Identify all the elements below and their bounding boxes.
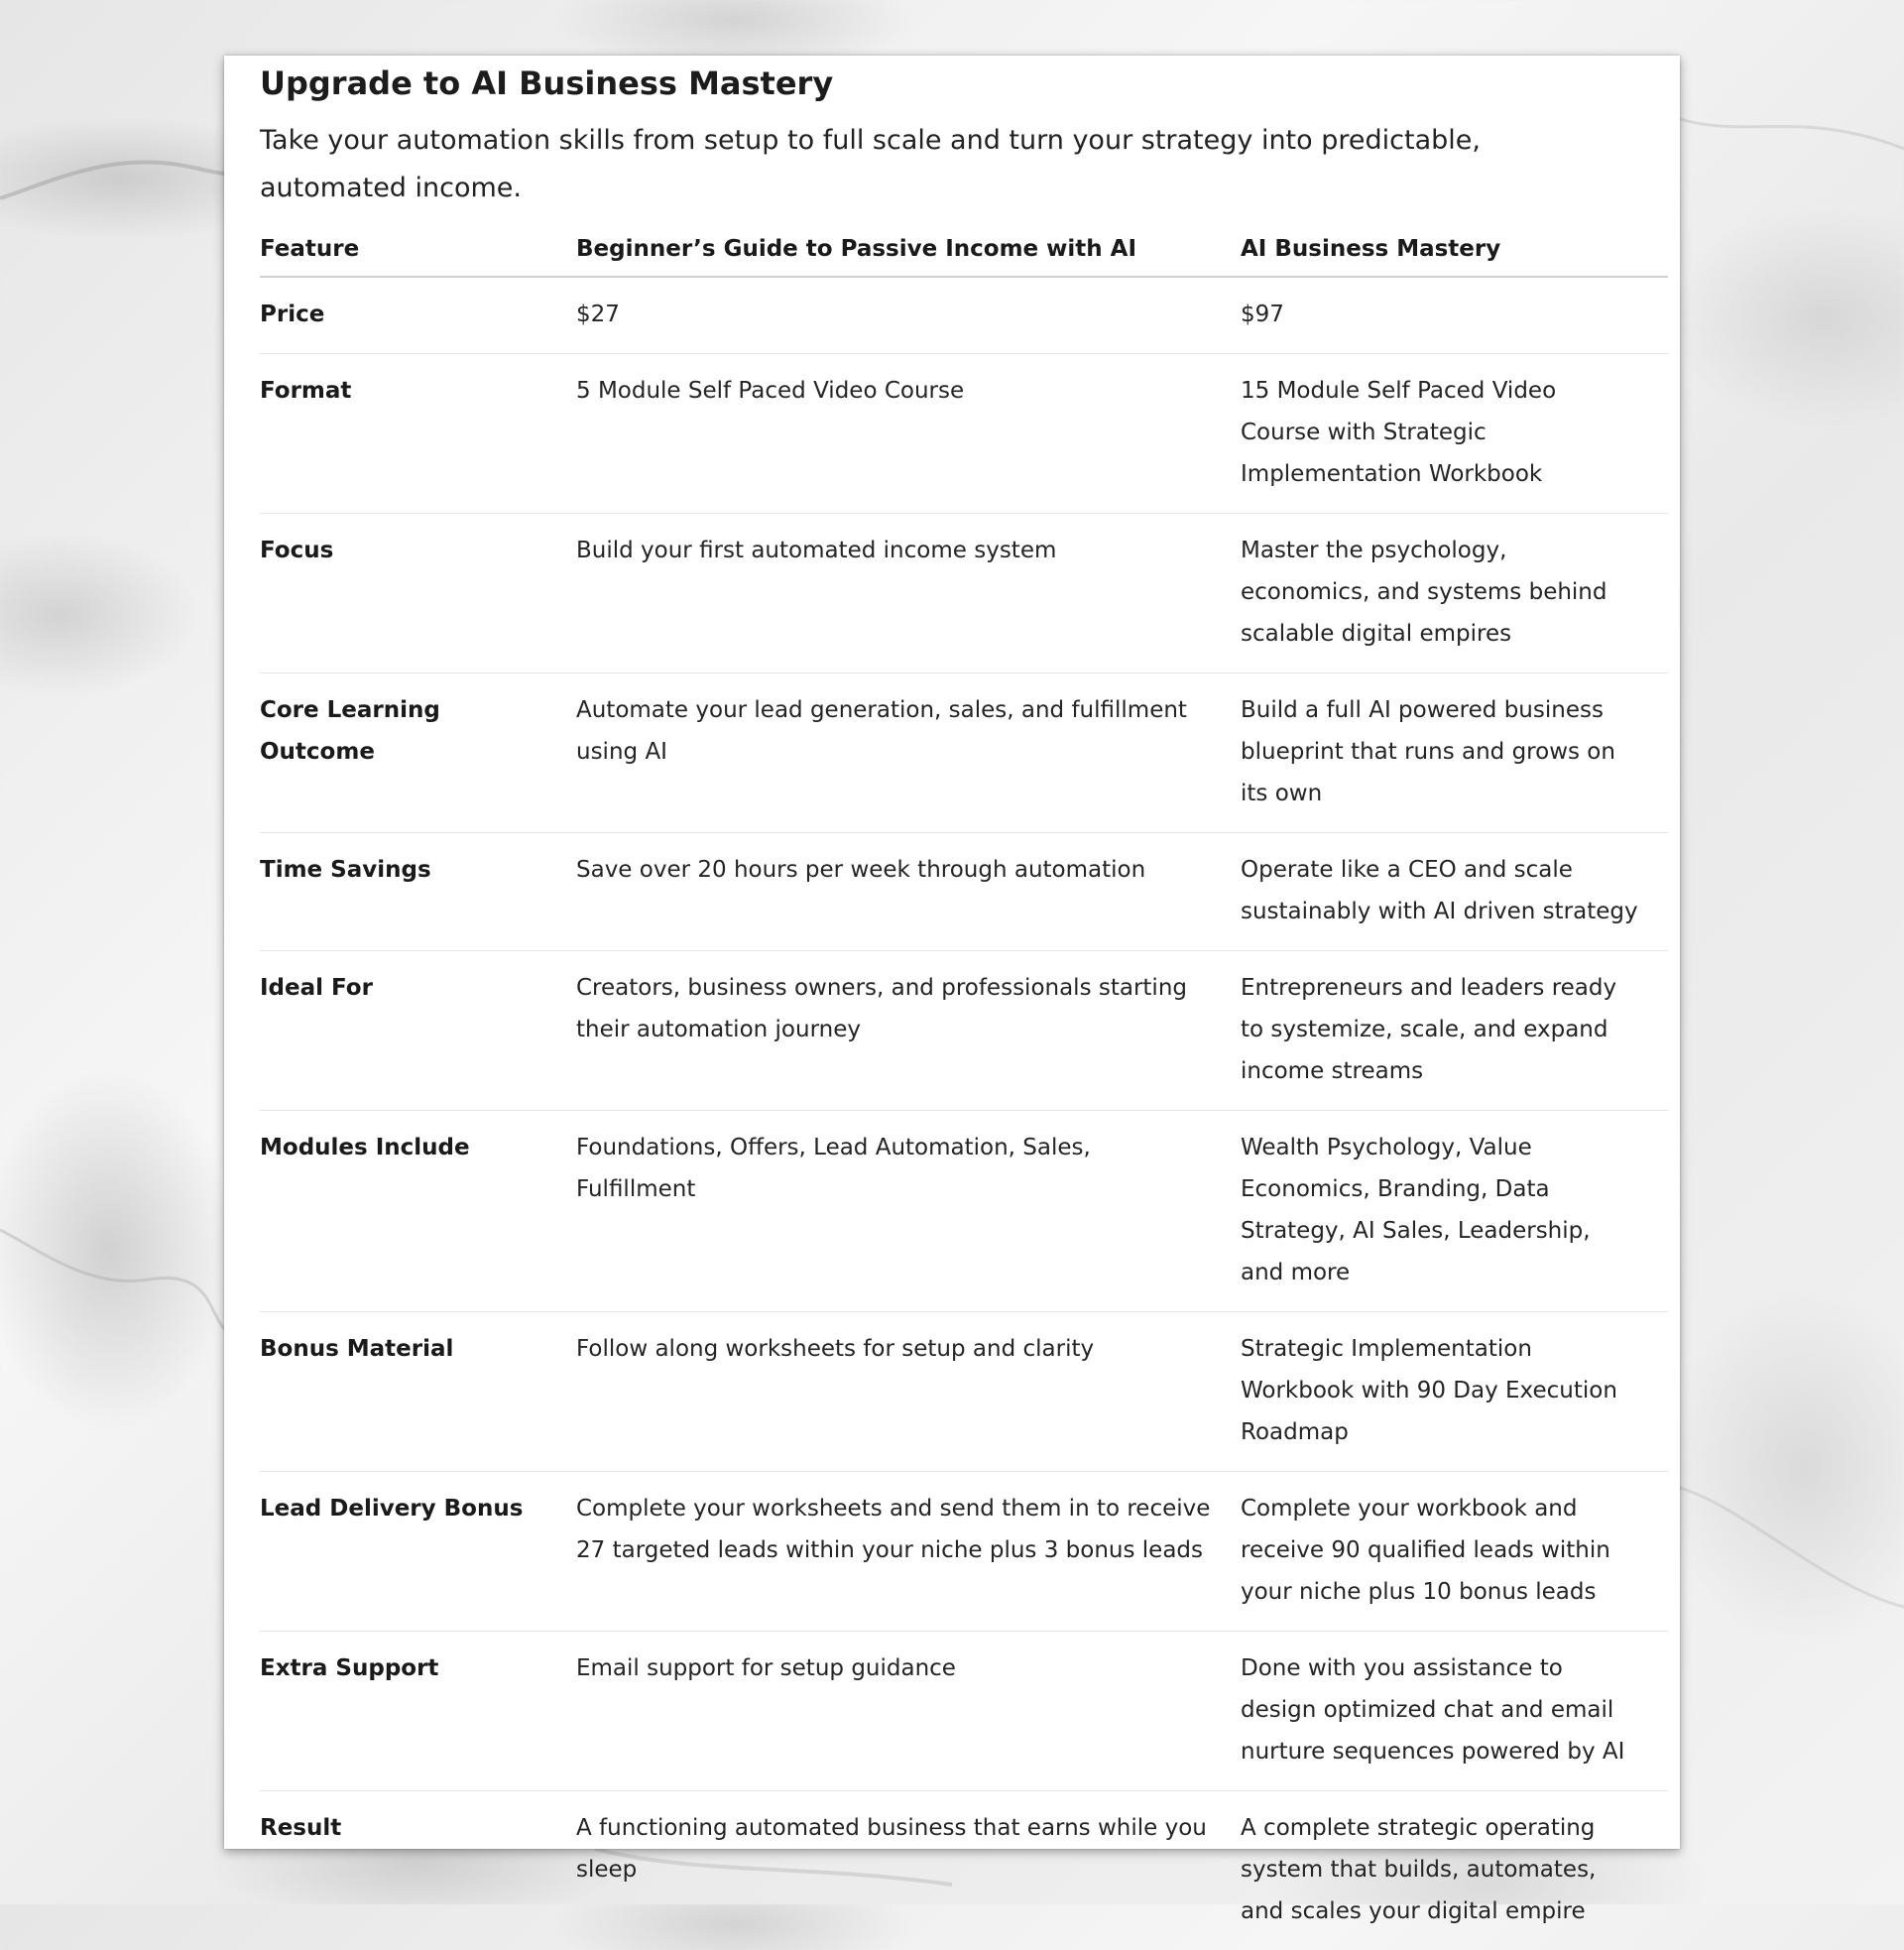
row-feature-label: Ideal For [260,950,576,1110]
row-beginner-cell: $27 [576,277,1241,354]
table-row [260,672,1668,832]
row-feature-label: Format [260,353,576,513]
row-beginner-cell: Follow along worksheets for setup and clarity [576,1311,1241,1471]
row-mastery-cell: Entrepreneurs and leaders ready to systemize, scale, and expand income streams [1241,950,1668,1110]
row-feature-label: Time Savings [260,832,576,950]
row-feature-label: Modules Include [260,1110,576,1311]
row-mastery-cell: 15 Module Self Paced Video Course with Strategic Implementation Workbook [1241,353,1668,513]
page-subtitle: Take your automation skills from setup to full scale and turn your strategy into predictable, automated income. [260,124,1481,203]
row-beginner-cell: Creators, business owners, and professionals starting their automation journey [576,950,1241,1110]
row-mastery-cell: Operate like a CEO and scale sustainably with AI driven strategy [1241,832,1668,950]
table-row [260,832,1668,950]
row-beginner-cell: A functioning automated business that earns while you sleep [576,1814,1207,1883]
row-feature-label: Price [260,277,576,354]
row-mastery-cell: Wealth Psychology, Value Economics, Branding, Data Strategy, AI Sales, Leadership, and more [1241,1110,1668,1311]
table-row [260,513,1668,672]
table-row [260,1631,1668,1790]
row-feature-label: Core Learning Outcome [260,672,576,832]
table-row [260,277,1668,354]
row-beginner-cell: 5 Module Self Paced Video Course [576,353,1241,513]
table-row [260,950,1668,1110]
page-title: Upgrade to AI Business Mastery [260,64,834,102]
row-feature-label: Focus [260,513,576,672]
table-row [260,353,1668,513]
row-feature-label: Extra Support [260,1631,576,1790]
row-mastery-cell: A complete strategic operating system that builds, automates, and scales your digital empire [1241,1814,1597,1924]
row-beginner-cell: Build your first automated income system [576,513,1241,672]
row-mastery-cell: Done with you assistance to design optimized chat and email nurture sequences powered by AI [1241,1631,1668,1790]
row-beginner-cell: Save over 20 hours per week through automation [576,832,1241,950]
row-feature-label: Bonus Material [260,1311,576,1471]
row-mastery-cell: Master the psychology, economics, and systems behind scalable digital empires [1241,513,1668,672]
table-row [260,1311,1668,1471]
row-beginner-cell: Automate your lead generation, sales, and fulfillment using AI [576,672,1241,832]
row-mastery-cell: Build a full AI powered business blueprint that runs and grows on its own [1241,672,1668,832]
table-row [260,1790,1668,1950]
table-row [260,1110,1668,1311]
row-mastery-cell: Complete your workbook and receive 90 qualified leads within your niche plus 10 bonus leads [1241,1471,1668,1631]
column-header-mastery: AI Business Mastery [1241,222,1668,277]
column-header-feature: Feature [260,222,576,277]
row-mastery-cell: $97 [1241,277,1668,354]
comparison-table [260,222,1668,1950]
row-feature-label: Result [260,1814,342,1841]
table-row [260,1471,1668,1631]
row-mastery-cell: Strategic Implementation Workbook with 90 Day Execution Roadmap [1241,1311,1668,1471]
column-header-beginner: Beginner’s Guide to Passive Income with AI [576,222,1241,277]
table-header-row [260,222,1668,277]
row-feature-label: Lead Delivery Bonus [260,1471,576,1631]
row-beginner-cell: Email support for setup guidance [576,1631,1241,1790]
row-beginner-cell: Complete your worksheets and send them in to receive 27 targeted leads within your niche plus 3 bonus leads [576,1471,1241,1631]
row-beginner-cell: Foundations, Offers, Lead Automation, Sales, Fulfillment [576,1110,1241,1311]
comparison-card [224,56,1680,1924]
